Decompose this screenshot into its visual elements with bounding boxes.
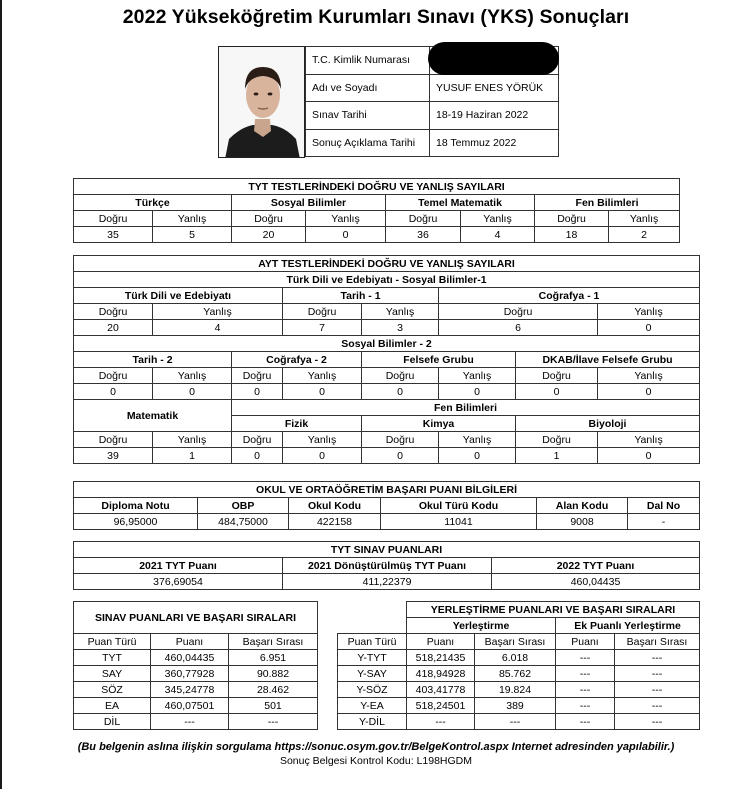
- school-header: Okul Kodu: [289, 498, 381, 514]
- dogru-header: Doğru: [362, 432, 439, 448]
- info-row-exam-date: [306, 102, 559, 130]
- yanlis-header: Yanlış: [283, 368, 362, 384]
- placement-title: YERLEŞTİRME PUANLARI VE BAŞARI SIRALARI: [407, 602, 700, 618]
- dogru-header: Doğru: [516, 368, 598, 384]
- tyt-values-row: [74, 227, 680, 243]
- ayt-value: 0: [598, 448, 700, 464]
- ayt-group1-title: Türk Dili ve Edebiyatı - Sosyal Bilimler-1: [74, 272, 700, 288]
- ayt-group2-title: Sosyal Bilimler - 2: [74, 336, 700, 352]
- exam-scores-table: [73, 601, 318, 730]
- yanlis-header: Yanlış: [283, 432, 362, 448]
- tyt-value: 2: [609, 227, 680, 243]
- dogru-header: Doğru: [283, 304, 362, 320]
- dogru-header: Doğru: [232, 432, 283, 448]
- tyt-subject: Türkçe: [74, 195, 232, 211]
- ayt-value: 0: [362, 448, 439, 464]
- name-value: YUSUF ENES YÖRÜK: [430, 74, 559, 102]
- ayt-value: 0: [362, 384, 439, 400]
- school-header: Diploma Notu: [74, 498, 198, 514]
- ayt-value: 0: [232, 448, 283, 464]
- result-date-value: 18 Temmuz 2022: [430, 129, 559, 157]
- dogru-header: Doğru: [74, 211, 153, 227]
- placement-rank: 85.762: [475, 666, 556, 682]
- placement-score: 518,24501: [407, 698, 475, 714]
- score-value: 360,77928: [151, 666, 229, 682]
- tyt-score-value: 376,69054: [74, 574, 283, 590]
- ayt-value: 1: [153, 448, 232, 464]
- tyt-score-header: 2021 TYT Puanı: [74, 558, 283, 574]
- ayt-value: 0: [232, 384, 283, 400]
- ayt-g2-subject: DKAB/İlave Felsefe Grubu: [516, 352, 700, 368]
- tyt-subject: Fen Bilimleri: [535, 195, 680, 211]
- ayt-g1-values-row: [74, 320, 700, 336]
- ayt-value: 1: [516, 448, 598, 464]
- extra-score: ---: [556, 666, 615, 682]
- ayt-value: 0: [598, 320, 700, 336]
- placement-corner: [338, 602, 407, 634]
- yanlis-header: Yanlış: [153, 211, 232, 227]
- school-value: -: [628, 514, 700, 530]
- placement-type: Y-EA: [338, 698, 407, 714]
- exam-score-row: [74, 682, 318, 698]
- tyt-score-value: 460,04435: [492, 574, 700, 590]
- placement-scores-table: [337, 601, 700, 730]
- ayt-g3-values-row: [74, 448, 700, 464]
- school-info-table: [73, 481, 700, 530]
- school-value: 422158: [289, 514, 381, 530]
- control-code-label: Sonuç Belgesi Kontrol Kodu:: [279, 755, 414, 767]
- extra-score: ---: [556, 714, 615, 730]
- placement-subheader: Yerleştirme: [407, 618, 556, 634]
- yanlis-header: Yanlış: [439, 432, 516, 448]
- placement-type: Y-DİL: [338, 714, 407, 730]
- ayt-value: 0: [439, 448, 516, 464]
- dogru-header: Doğru: [232, 368, 283, 384]
- ayt-title: AYT TESTLERİNDEKİ DOĞRU VE YANLIŞ SAYILARI: [74, 256, 700, 272]
- placement-rank: 19.824: [475, 682, 556, 698]
- ayt-value: 0: [516, 384, 598, 400]
- ayt-g1-subject: Tarih - 1: [283, 288, 439, 304]
- ayt-g2-subject: Felsefe Grubu: [362, 352, 516, 368]
- dogru-header: Doğru: [74, 432, 153, 448]
- placement-type: Y-SAY: [338, 666, 407, 682]
- placement-rank: ---: [475, 714, 556, 730]
- score-type: DİL: [74, 714, 151, 730]
- tyt-subject: Temel Matematik: [386, 195, 535, 211]
- extra-rank: ---: [615, 682, 700, 698]
- tyt-scores-title: TYT SINAV PUANLARI: [74, 542, 700, 558]
- school-header: Dal No: [628, 498, 700, 514]
- score-type: EA: [74, 698, 151, 714]
- dogru-header: Doğru: [516, 432, 598, 448]
- placement-score: 403,41778: [407, 682, 475, 698]
- tyt-title: TYT TESTLERİNDEKİ DOĞRU VE YANLIŞ SAYILARI: [74, 179, 680, 195]
- school-value: 96,95000: [74, 514, 198, 530]
- placement-subheader: Ek Puanlı Yerleştirme: [556, 618, 700, 634]
- placement-type: Y-SÖZ: [338, 682, 407, 698]
- tyt-score-header: 2022 TYT Puanı: [492, 558, 700, 574]
- extra-score: ---: [556, 682, 615, 698]
- placement-row: [338, 682, 700, 698]
- info-row-result-date: [306, 129, 559, 157]
- ayt-value: 0: [283, 448, 362, 464]
- yanlis-header: Yanlış: [598, 432, 700, 448]
- page-title: 2022 Yükseköğretim Kurumları Sınavı (YKS) Sonuçları: [122, 6, 630, 28]
- tyt-value: 35: [74, 227, 153, 243]
- control-code-value: L198HGDM: [416, 755, 473, 767]
- school-value: 484,75000: [198, 514, 289, 530]
- ayt-value: 3: [362, 320, 439, 336]
- exam-score-row: [74, 666, 318, 682]
- yanlis-header: Yanlış: [461, 211, 535, 227]
- extra-score: ---: [556, 650, 615, 666]
- extra-rank: ---: [615, 666, 700, 682]
- ayt-science-subject: Fizik: [232, 416, 362, 432]
- exam-score-row: [74, 714, 318, 730]
- ayt-g2-subject: Tarih - 2: [74, 352, 232, 368]
- school-value: 9008: [537, 514, 628, 530]
- redaction-mark: [428, 42, 559, 75]
- school-header: Alan Kodu: [537, 498, 628, 514]
- tyt-value: 18: [535, 227, 609, 243]
- yanlis-header: Yanlış: [306, 211, 386, 227]
- score-value: ---: [151, 714, 229, 730]
- ayt-g1-subject: Türk Dili ve Edebiyatı: [74, 288, 283, 304]
- yanlis-header: Yanlış: [439, 368, 516, 384]
- ayt-value: 0: [598, 384, 700, 400]
- score-rank: 6.951: [229, 650, 318, 666]
- candidate-photo-image: [219, 47, 305, 158]
- extra-rank: ---: [615, 698, 700, 714]
- yanlis-header: Yanlış: [598, 304, 700, 320]
- placement-col-header: Başarı Sırası: [475, 634, 556, 650]
- placement-type: Y-TYT: [338, 650, 407, 666]
- tyt-value: 4: [461, 227, 535, 243]
- score-type: TYT: [74, 650, 151, 666]
- yanlis-header: Yanlış: [598, 368, 700, 384]
- extra-rank: ---: [615, 714, 700, 730]
- school-value: 11041: [381, 514, 537, 530]
- extra-rank: ---: [615, 650, 700, 666]
- info-row-name: [306, 74, 559, 102]
- yanlis-header: Yanlış: [609, 211, 680, 227]
- ayt-g1-subject: Coğrafya - 1: [439, 288, 700, 304]
- exam-date-label: Sınav Tarihi: [306, 102, 430, 130]
- dogru-header: Doğru: [386, 211, 461, 227]
- score-rank: ---: [229, 714, 318, 730]
- yanlis-header: Yanlış: [153, 432, 232, 448]
- verification-note: (Bu belgenin aslına ilişkin sorgulama https://sonuc.osym.gov.tr/BelgeKontrol.aspx Internet adresinden yapılabilir.): [77, 741, 675, 753]
- school-values-row: [74, 514, 700, 530]
- placement-row: [338, 714, 700, 730]
- dogru-header: Doğru: [232, 211, 306, 227]
- tyt-score-header: 2021 Dönüştürülmüş TYT Puanı: [283, 558, 492, 574]
- ayt-value: 6: [439, 320, 598, 336]
- candidate-photo: [218, 46, 305, 158]
- page-left-edge: [0, 0, 2, 789]
- name-label: Adı ve Soyadı: [306, 74, 430, 102]
- control-code-line: [0, 755, 752, 767]
- placement-col-header: Puanı: [556, 634, 615, 650]
- ayt-science-subject: Kimya: [362, 416, 516, 432]
- ayt-value: 39: [74, 448, 153, 464]
- extra-score: ---: [556, 698, 615, 714]
- exam-score-header: Puanı: [151, 634, 229, 650]
- dogru-header: Doğru: [74, 304, 153, 320]
- placement-score: 518,21435: [407, 650, 475, 666]
- placement-row: [338, 650, 700, 666]
- school-header: OBP: [198, 498, 289, 514]
- ayt-value: 20: [74, 320, 153, 336]
- placement-rank: 6.018: [475, 650, 556, 666]
- tyt-subject: Sosyal Bilimler: [232, 195, 386, 211]
- ayt-value: 0: [283, 384, 362, 400]
- school-header: Okul Türü Kodu: [381, 498, 537, 514]
- ayt-value: 0: [153, 384, 232, 400]
- score-rank: 501: [229, 698, 318, 714]
- ayt-science-title: Fen Bilimleri: [232, 400, 700, 416]
- yanlis-header: Yanlış: [362, 304, 439, 320]
- placement-col-header: Puanı: [407, 634, 475, 650]
- exam-scores-title: SINAV PUANLARI VE BAŞARI SIRALARI: [74, 602, 318, 634]
- ayt-value: 0: [439, 384, 516, 400]
- ayt-results-table: [73, 255, 700, 464]
- tyt-scores-values-row: [74, 574, 700, 590]
- exam-score-header: Puan Türü: [74, 634, 151, 650]
- tyt-value: 20: [232, 227, 306, 243]
- ayt-value: 7: [283, 320, 362, 336]
- dogru-header: Doğru: [74, 368, 153, 384]
- exam-score-header: Başarı Sırası: [229, 634, 318, 650]
- school-title: OKUL VE ORTAÖĞRETİM BAŞARI PUANI BİLGİLERİ: [74, 482, 700, 498]
- dogru-header: Doğru: [439, 304, 598, 320]
- ayt-g2-subject: Coğrafya - 2: [232, 352, 362, 368]
- score-value: 345,24778: [151, 682, 229, 698]
- placement-type-header: Puan Türü: [338, 634, 407, 650]
- dogru-header: Doğru: [535, 211, 609, 227]
- tyt-score-value: 411,22379: [283, 574, 492, 590]
- placement-row: [338, 666, 700, 682]
- dogru-header: Doğru: [362, 368, 439, 384]
- tyt-results-table: [73, 178, 680, 243]
- tyt-value: 0: [306, 227, 386, 243]
- score-type: SAY: [74, 666, 151, 682]
- result-date-label: Sonuç Açıklama Tarihi: [306, 129, 430, 157]
- score-value: 460,04435: [151, 650, 229, 666]
- tyt-value: 36: [386, 227, 461, 243]
- placement-row: [338, 698, 700, 714]
- tc-label: T.C. Kimlik Numarası: [306, 47, 430, 75]
- exam-score-row: [74, 698, 318, 714]
- score-value: 460,07501: [151, 698, 229, 714]
- placement-score: ---: [407, 714, 475, 730]
- exam-date-value: 18-19 Haziran 2022: [430, 102, 559, 130]
- ayt-value: 4: [153, 320, 283, 336]
- placement-col-header: Başarı Sırası: [615, 634, 700, 650]
- tyt-value: 5: [153, 227, 232, 243]
- placement-rank: 389: [475, 698, 556, 714]
- yanlis-header: Yanlış: [153, 368, 232, 384]
- score-rank: 28.462: [229, 682, 318, 698]
- score-type: SÖZ: [74, 682, 151, 698]
- placement-score: 418,94928: [407, 666, 475, 682]
- score-rank: 90.882: [229, 666, 318, 682]
- ayt-g2-values-row: [74, 384, 700, 400]
- ayt-science-subject: Biyoloji: [516, 416, 700, 432]
- tyt-scores-table: [73, 541, 700, 590]
- exam-score-row: [74, 650, 318, 666]
- ayt-math-subject: Matematik: [74, 400, 232, 432]
- yanlis-header: Yanlış: [153, 304, 283, 320]
- ayt-value: 0: [74, 384, 153, 400]
